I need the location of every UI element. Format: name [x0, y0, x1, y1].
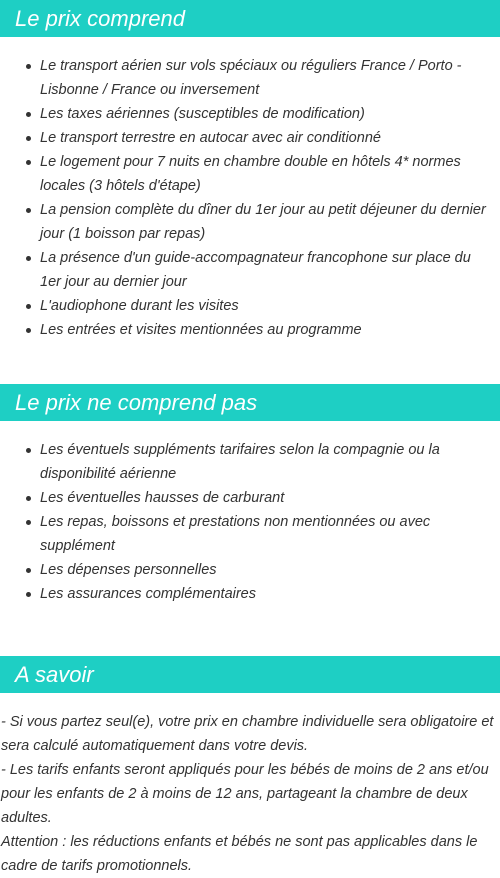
- list-item: Les entrées et visites mentionnées au programme: [0, 318, 500, 342]
- note-paragraph: - Les tarifs enfants seront appliqués pour les bébés de moins de 2 ans et/ou pour les enfants de 2 à moins de 12 ans, partageant la chambre de deux adultes.: [1, 762, 489, 826]
- list-item: Les assurances complémentaires: [0, 582, 500, 606]
- list-item: Les éventuels suppléments tarifaires selon la compagnie ou la disponibilité aérienne: [0, 438, 500, 486]
- section-title-prix-ne-comprend-pas: Le prix ne comprend pas: [0, 384, 500, 421]
- notes-block: [0, 693, 500, 878]
- note-paragraph: Attention : les réductions enfants et bébés ne sont pas applicables dans le cadre de tarifs promotionnels.: [1, 834, 478, 874]
- included-list: [0, 37, 500, 342]
- list-item: Les taxes aériennes (susceptibles de modification): [0, 102, 500, 126]
- list-item: Les éventuelles hausses de carburant: [0, 486, 500, 510]
- section-title-a-savoir: A savoir: [0, 656, 500, 693]
- list-item: Le logement pour 7 nuits en chambre double en hôtels 4* normes locales (3 hôtels d'étape): [0, 150, 500, 198]
- list-item: L'audiophone durant les visites: [0, 294, 500, 318]
- section-a-savoir: [0, 656, 500, 878]
- excluded-list: [0, 421, 500, 606]
- list-item: Le transport aérien sur vols spéciaux ou réguliers France / Porto - Lisbonne / France ou inversement: [0, 54, 500, 102]
- note-paragraph: - Si vous partez seul(e), votre prix en chambre individuelle sera obligatoire et sera calculé automatiquement dans votre devis.: [1, 714, 494, 754]
- section-prix-ne-comprend-pas: [0, 384, 500, 606]
- list-item: Les dépenses personnelles: [0, 558, 500, 582]
- list-item: Le transport terrestre en autocar avec air conditionné: [0, 126, 500, 150]
- section-title-prix-comprend: Le prix comprend: [0, 0, 500, 37]
- section-prix-comprend: [0, 0, 500, 342]
- list-item: Les repas, boissons et prestations non mentionnées ou avec supplément: [0, 510, 500, 558]
- list-item: La pension complète du dîner du 1er jour au petit déjeuner du dernier jour (1 boisson par repas): [0, 198, 500, 246]
- list-item: La présence d'un guide-accompagnateur francophone sur place du 1er jour au dernier jour: [0, 246, 500, 294]
